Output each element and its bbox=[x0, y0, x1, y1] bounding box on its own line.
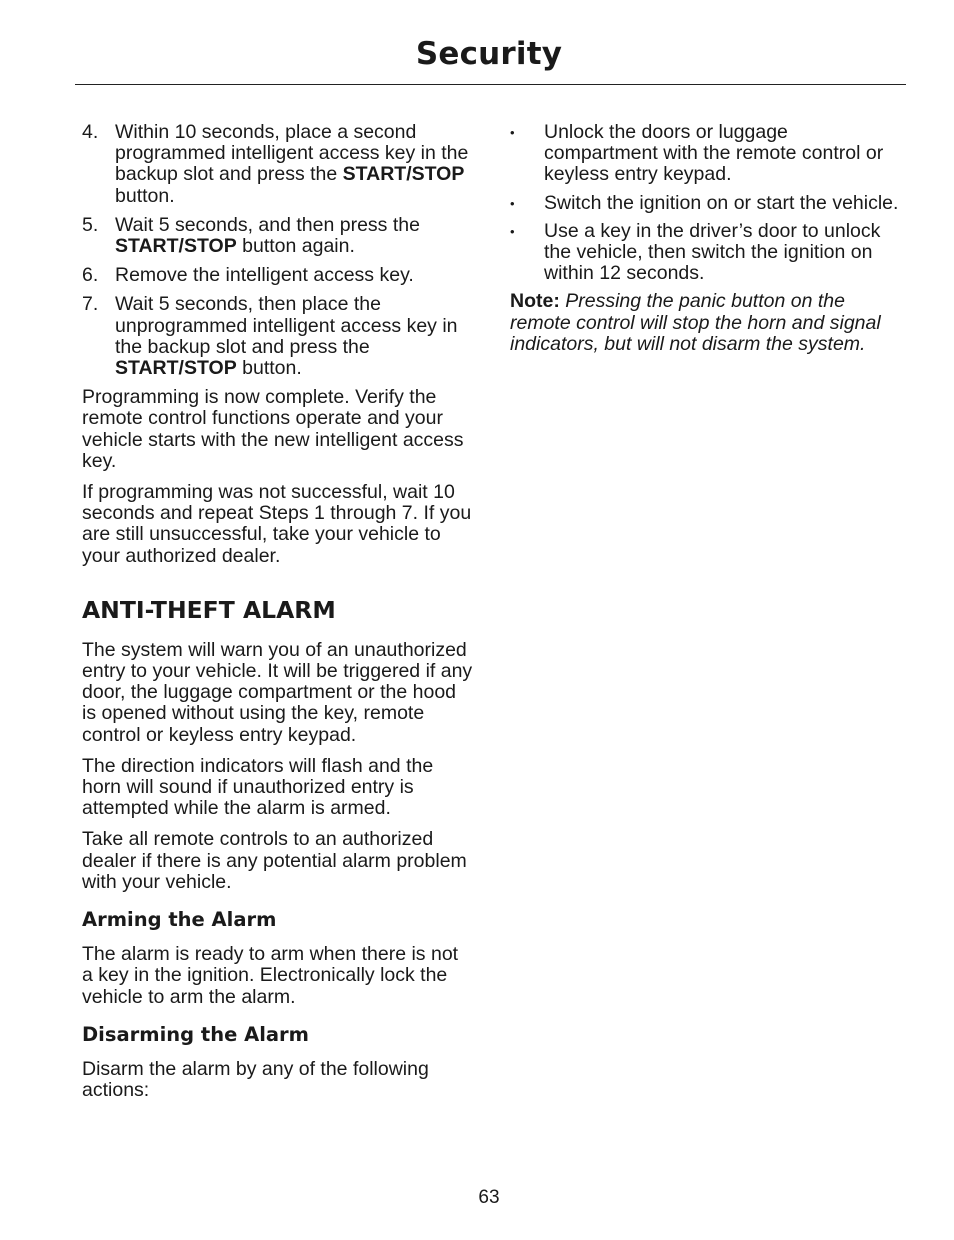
step-text: Wait 5 seconds, and then press the START/STOP button again. bbox=[115, 213, 420, 258]
title-divider bbox=[75, 84, 906, 85]
paragraph-disarming: Disarm the alarm by any of the following actions: bbox=[82, 1057, 429, 1101]
subheading-arming: Arming the Alarm bbox=[82, 908, 277, 932]
bullet-text: Switch the ignition on or start the vehicle. bbox=[544, 191, 899, 214]
step-text: Within 10 seconds, place a second programmed intelligent access key in the backup slot and press the START/STOP button. bbox=[115, 121, 469, 207]
left-column bbox=[82, 122, 474, 1111]
step-text: Wait 5 seconds, then place the unprogrammed intelligent access key in the backup slot and press the START/STOP button. bbox=[115, 293, 458, 380]
section-heading: ANTI-THEFT ALARM bbox=[82, 595, 336, 624]
bullet-text: Unlock the doors or luggage compartment with the remote control or keyless entry keypad. bbox=[544, 121, 884, 186]
right-column bbox=[510, 122, 905, 365]
list-item bbox=[510, 193, 905, 214]
step-item bbox=[82, 294, 474, 379]
step-number: 4. bbox=[82, 121, 99, 143]
paragraph-programming-complete: Programming is now complete. Verify the remote control functions operate and your vehicle starts with the new intelligent access key. bbox=[82, 386, 464, 472]
note bbox=[510, 291, 905, 355]
step-item bbox=[82, 122, 474, 207]
list-item bbox=[510, 122, 905, 186]
bullet-text: Use a key in the driver’s door to unlock the vehicle, then switch the ignition on within 12 seconds. bbox=[544, 219, 881, 285]
page-number: 63 bbox=[478, 1187, 500, 1208]
list-item bbox=[510, 221, 905, 285]
bullet-icon: • bbox=[510, 195, 515, 211]
page-title: Security bbox=[415, 36, 563, 72]
bullet-icon: • bbox=[510, 223, 515, 239]
start-stop-keyword: START/STOP bbox=[115, 235, 237, 258]
step-text: Remove the intelligent access key. bbox=[115, 264, 414, 287]
step-item bbox=[82, 265, 474, 286]
paragraph-arming: The alarm is ready to arm when there is not a key in the ignition. Electronically lock the vehicle to arm the alarm. bbox=[82, 943, 459, 1008]
bullet-icon: • bbox=[510, 125, 515, 140]
start-stop-keyword: START/STOP bbox=[342, 163, 465, 186]
step-number: 7. bbox=[82, 293, 99, 316]
paragraph-alarm-indicators: The direction indicators will flash and the horn will sound if unauthorized entry is attempted while the alarm is armed. bbox=[82, 754, 434, 820]
paragraph-alarm-dealer: Take all remote controls to an authorized dealer if there is any potential alarm problem with your vehicle. bbox=[82, 828, 467, 893]
start-stop-keyword: START/STOP bbox=[115, 357, 237, 380]
step-number: 6. bbox=[82, 264, 99, 287]
paragraph-alarm-intro: The system will warn you of an unauthorized entry to your vehicle. It will be triggered if any door, the luggage compartment or the hood is opened without using the key, remote control or keyless entry keypad. bbox=[82, 638, 473, 746]
note-label: Note: bbox=[510, 290, 560, 313]
note-text: Pressing the panic button on the remote control will stop the horn and signal indicators, but will not disarm the system. bbox=[510, 290, 881, 355]
step-item bbox=[82, 215, 474, 257]
step-number: 5. bbox=[82, 213, 99, 236]
subheading-disarming: Disarming the Alarm bbox=[82, 1022, 309, 1046]
paragraph-programming-failed: If programming was not successful, wait 10 seconds and repeat Steps 1 through 7. If you are still unsuccessful, take your vehicle to your authorized dealer. bbox=[82, 481, 472, 567]
